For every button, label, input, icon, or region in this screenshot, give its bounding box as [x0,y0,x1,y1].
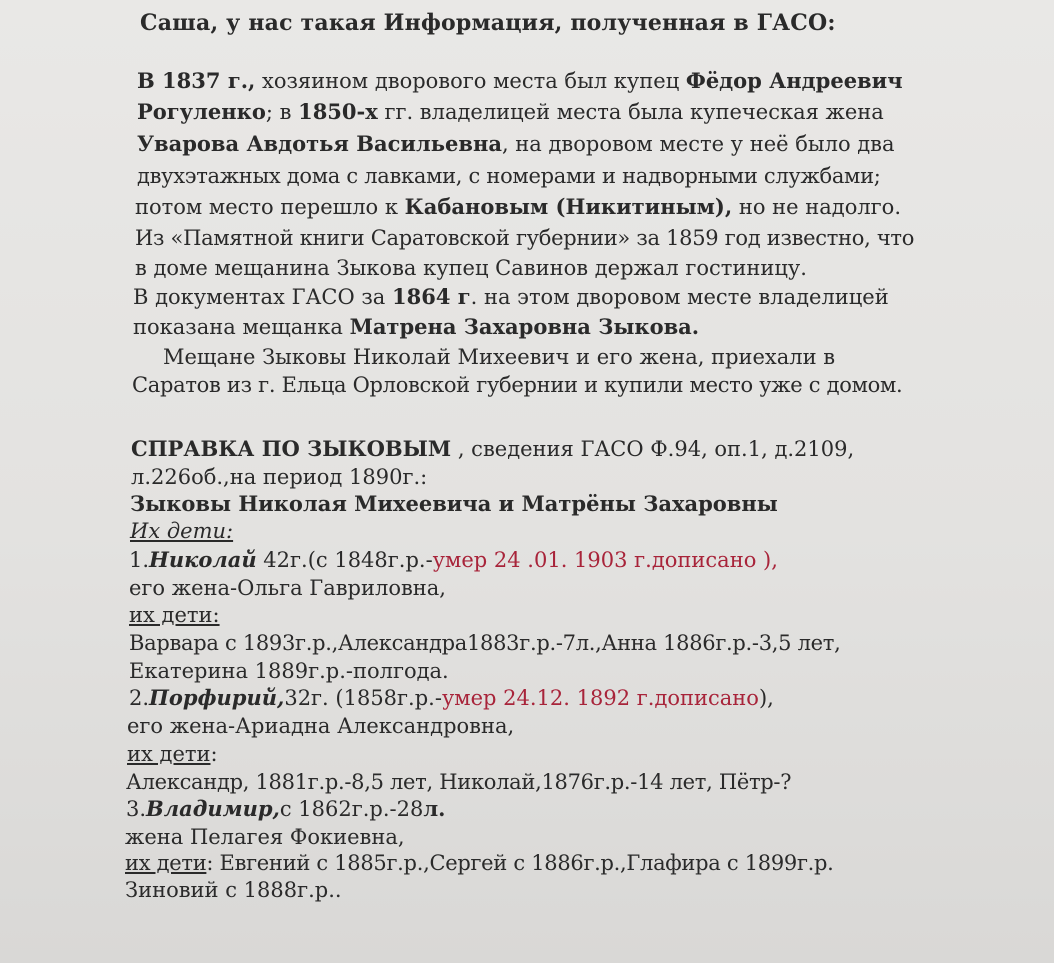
child-entry-porfiry [129,685,774,711]
text-run: ; в [265,100,299,124]
bold-text: Матрена Захаровна Зыкова. [349,314,700,339]
paragraph-line [137,131,895,157]
bold-text: 1864 г [392,284,471,309]
text-run: потом место перешло к [135,195,405,219]
text-run: показана мещанка [133,315,350,339]
paragraph-line [133,314,699,340]
text-run: В документах ГАСО за [133,285,392,309]
text-run: : [210,742,218,766]
text-run: 32г. (1858г.р.- [284,686,442,710]
paragraph-line [135,194,901,220]
text-run: . на этом дворовом месте владелицей [470,285,889,309]
child-name: Николай [149,547,257,572]
paragraph-line: его жена-Ариадна Александровна, [127,714,515,738]
paragraph-line: Екатерина 1889г.р.-полгода. [129,659,449,683]
text-run: 3. [126,797,147,821]
children-subheading [127,741,218,767]
text-run: их дети [125,851,207,875]
paragraph-line: Зиновий с 1888г.р.. [125,878,342,902]
text-run: , сведения ГАСО Ф.94, оп.1, д.2109, [451,437,855,461]
bold-text: Кабановым (Никитиным), [404,194,733,219]
family-heading [130,491,778,517]
child-name: Владимир, [146,796,280,821]
bold-text: Уварова Авдотья Васильевна [137,131,502,156]
paragraph-line: двухэтажных дома с лавками, с номерами и надворными службами; [137,164,881,188]
bold-text: Фёдор Андреевич [685,68,903,93]
paragraph-line: Саратов из г. Ельца Орловской губернии и купили место уже с домом. [132,373,903,397]
text-run: их дети [127,742,211,766]
paragraph-line [125,850,834,876]
paragraph-line: л.226об.,на период 1890г.: [131,465,428,489]
handwritten-note: умер 24 .01. 1903 г.дописано ), [432,548,778,572]
bold-text: Рогуленко [137,99,266,124]
bold-text: СПРАВКА ПО ЗЫКОВЫМ [131,436,452,461]
paragraph-line: Из «Памятной книги Саратовской губернии» за 1859 год известно, что [135,226,915,250]
bold-text: 1850-х [298,99,378,124]
paragraph-line: Варвара с 1893г.р.,Александра1883г.р.-7л.,Анна 1886г.р.-3,5 лет, [129,631,841,655]
children-subheading: их дети: [129,603,220,627]
child-entry-nikolai [129,547,778,573]
paragraph-line [133,284,889,310]
text-run: 42г.(с 1848г.р.- [256,548,433,572]
text-run: , на дворовом месте у неё было два [501,132,895,156]
text-run: с 1862г.р.-28 [279,797,424,821]
document-title: Саша, у нас такая Информация, полученная в ГАСО: [140,10,836,36]
text-run: хозяином дворового места был купец [255,69,686,93]
reference-heading [131,436,854,462]
paragraph-line [137,99,884,125]
bold-text: В 1837 г., [137,68,256,93]
child-name: Порфирий, [149,685,285,710]
paragraph-line: Александр, 1881г.р.-8,5 лет, Николай,1876г.р.-14 лет, Пётр-? [126,770,792,794]
text-run: ), [758,686,774,710]
handwritten-note: умер 24.12. 1892 г.дописано [441,686,759,710]
bold-text: Зыковы Николая Михеевича и Матрёны Захаровны [130,491,778,516]
children-heading: Их дети: [130,519,234,543]
text-run: 1. [129,548,150,572]
child-entry-vladimir [126,796,446,822]
paragraph-line: Мещане Зыковы Николай Михеевич и его жена, приехали в [163,345,836,369]
text-run: : Евгений с 1885г.р.,Сергей с 1886г.р.,Глафира с 1899г.р. [206,851,834,875]
text-run: 2. [129,686,150,710]
paragraph-line: в доме мещанина Зыкова купец Савинов держал гостиницу. [135,256,807,280]
paragraph-line [137,68,903,94]
bold-text: л. [423,796,446,821]
paragraph-line: его жена-Ольга Гавриловна, [129,576,446,600]
paragraph-line: жена Пелагея Фокиевна, [125,825,405,849]
text-run: но не надолго. [732,195,901,219]
text-run: гг. владелицей места была купеческая жена [377,100,884,124]
